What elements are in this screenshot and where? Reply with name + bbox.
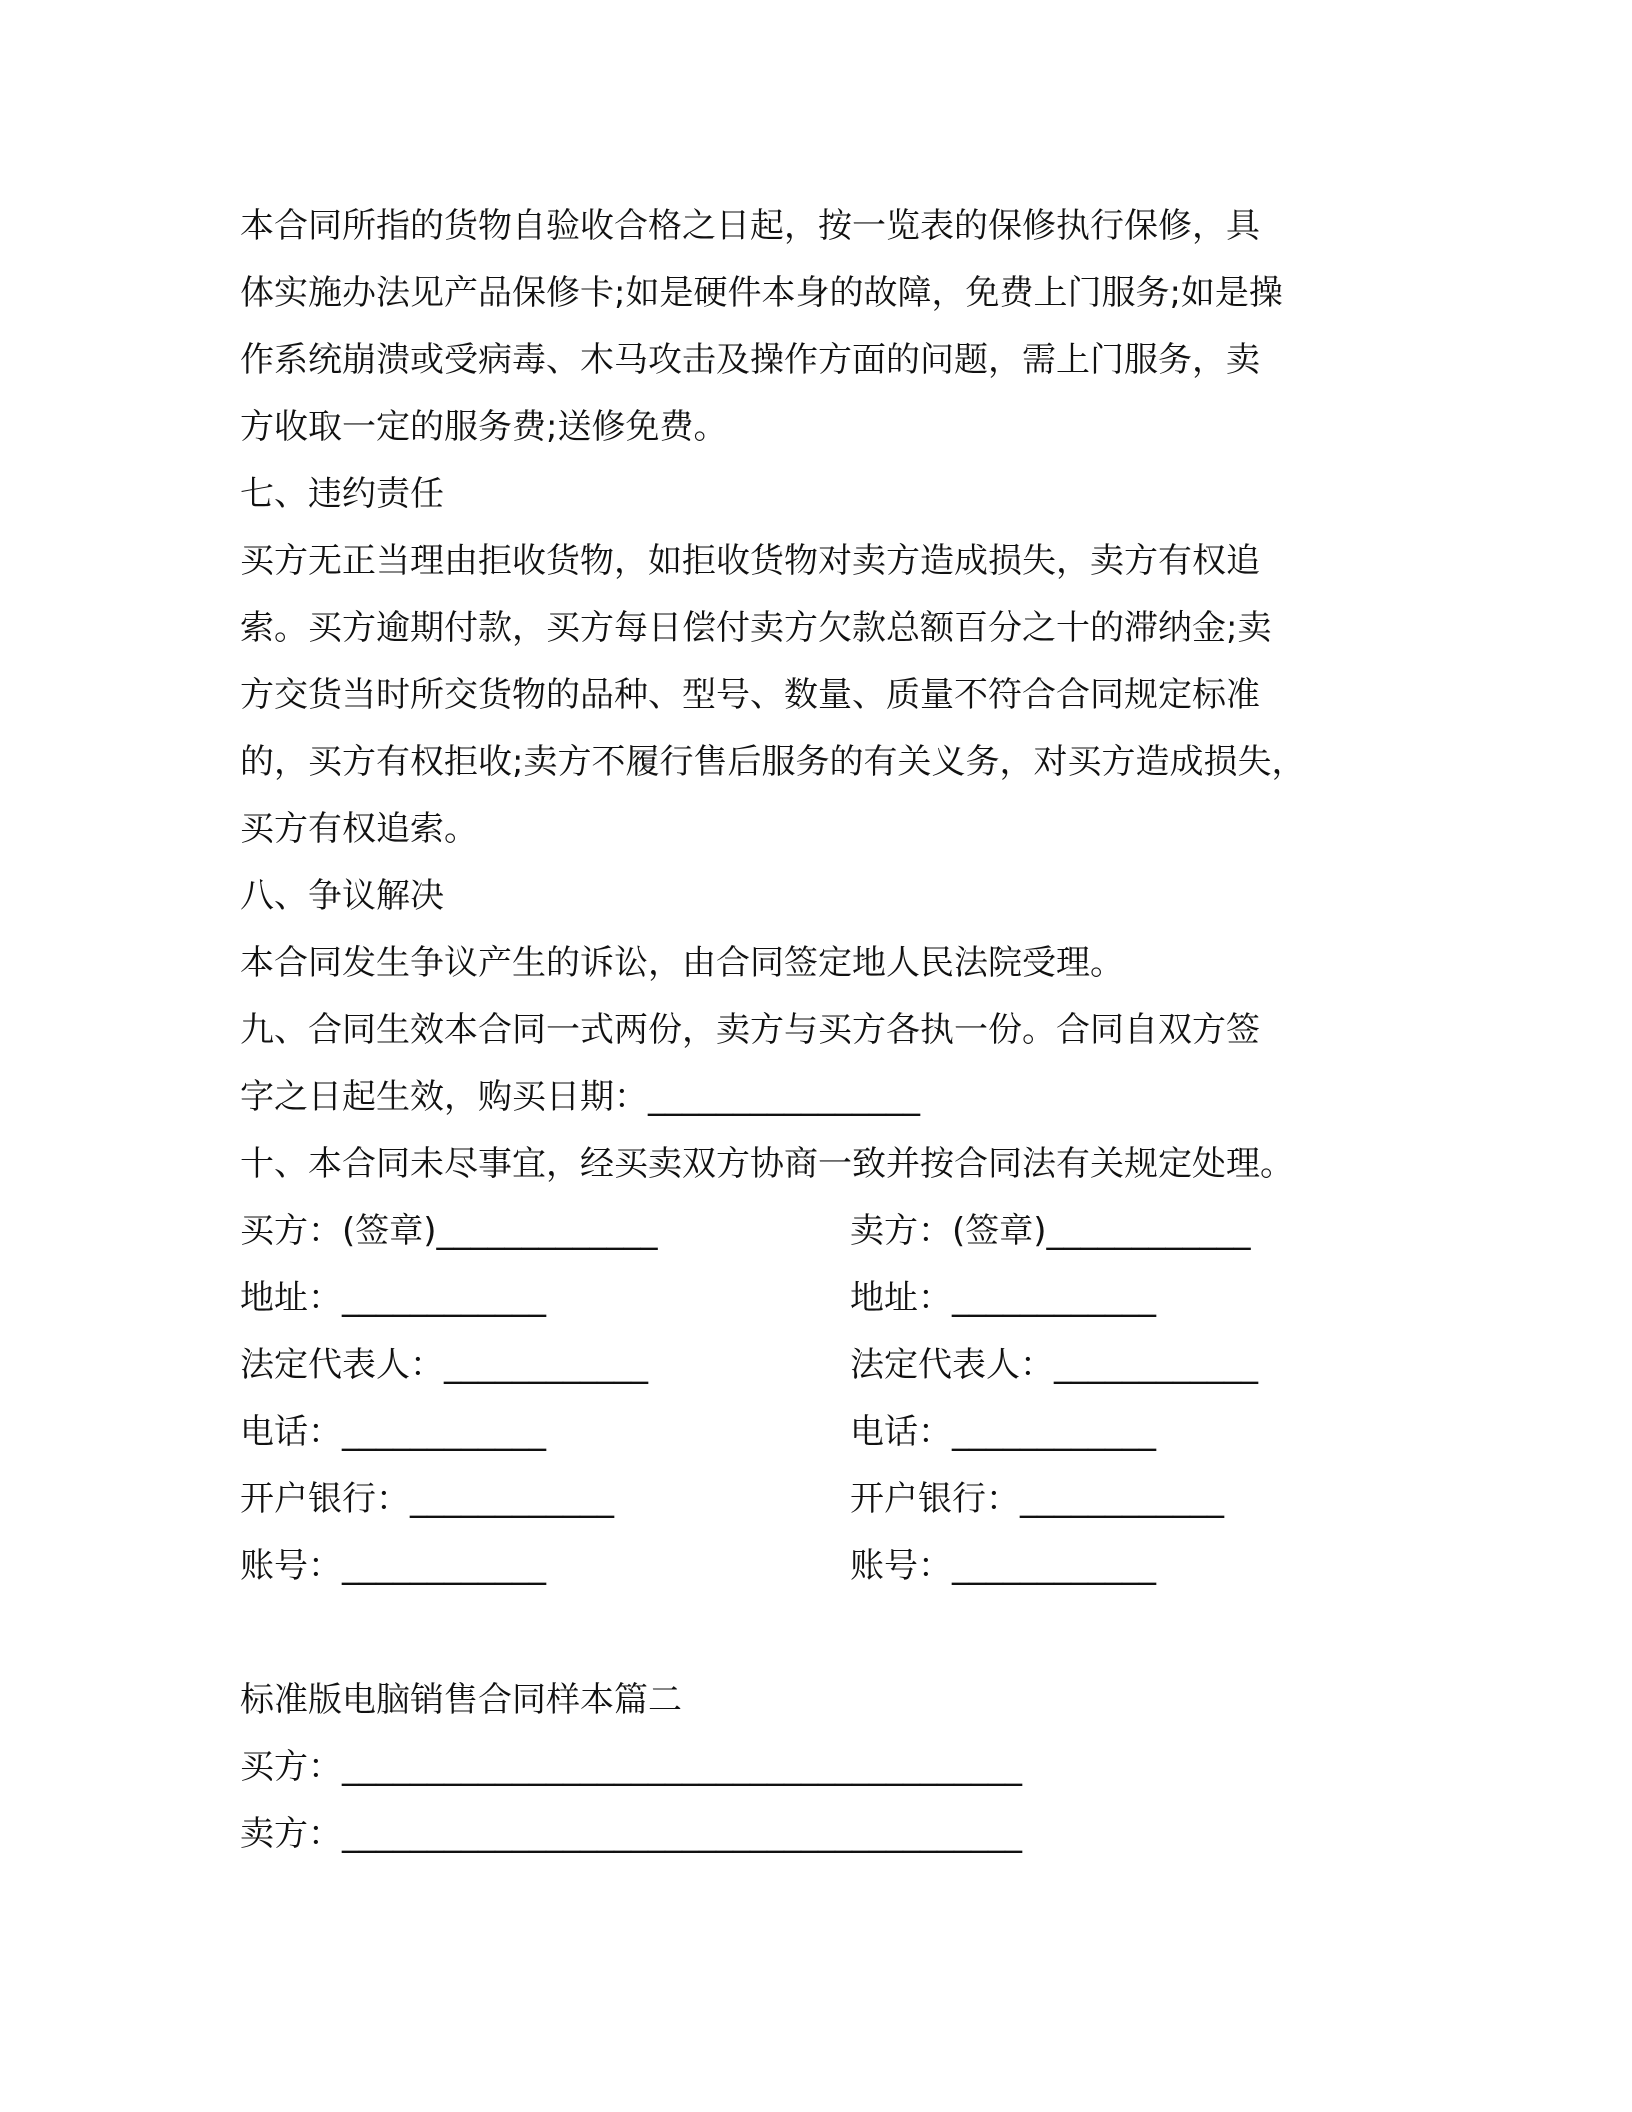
second-contract-seller: 卖方：________________________________________: [240, 1814, 1022, 1854]
liability-line-4: 的，买方有权拒收;卖方不履行售后服务的有关义务，对买方造成损失，: [240, 742, 1306, 782]
warranty-line-2: 体实施办法见产品保修卡;如是硬件本身的故障，免费上门服务;如是操: [240, 273, 1283, 313]
buyer-signature: 买方：(签章)_____________: [240, 1211, 658, 1251]
seller-address: 地址：____________: [850, 1278, 1156, 1318]
signature-row: [240, 1399, 1400, 1466]
second-contract-buyer: 买方：________________________________________: [240, 1747, 1022, 1787]
signature-row: [240, 1198, 1400, 1265]
signature-row: [240, 1332, 1400, 1399]
dispute-paragraph: 本合同发生争议产生的诉讼，由合同签定地人民法院受理。: [240, 943, 1124, 983]
liability-line-1: 买方无正当理由拒收货物，如拒收货物对卖方造成损失，卖方有权追: [240, 541, 1260, 581]
buyer-account: 账号：____________: [240, 1546, 546, 1586]
section-10-line: 十、本合同未尽事宜，经买卖双方协商一致并按合同法有关规定处理。: [240, 1144, 1294, 1184]
seller-phone: 电话：____________: [850, 1412, 1156, 1452]
section-spacer: [240, 1600, 1400, 1667]
signature-row: [240, 1265, 1400, 1332]
warranty-line-3: 作系统崩溃或受病毒、木马攻击及操作方面的问题，需上门服务，卖: [240, 340, 1260, 380]
buyer-address: 地址：____________: [240, 1278, 546, 1318]
signature-row: [240, 1466, 1400, 1533]
seller-bank: 开户银行：____________: [850, 1479, 1224, 1519]
section-7-title: 七、违约责任: [240, 474, 444, 514]
buyer-bank: 开户银行：____________: [240, 1479, 614, 1519]
seller-signature: 卖方：(签章)____________: [850, 1211, 1251, 1251]
warranty-line-4: 方收取一定的服务费;送修免费。: [240, 407, 728, 447]
warranty-line-1: 本合同所指的货物自验收合格之日起，按一览表的保修执行保修，具: [240, 206, 1260, 246]
second-contract-title: 标准版电脑销售合同样本篇二: [240, 1680, 682, 1720]
seller-legal-representative: 法定代表人：____________: [850, 1345, 1258, 1385]
liability-line-5: 买方有权追索。: [240, 809, 478, 849]
contract-body: [240, 193, 1400, 1868]
liability-line-2: 索。买方逾期付款，买方每日偿付卖方欠款总额百分之十的滞纳金;卖: [240, 608, 1272, 648]
signature-row: [240, 1533, 1400, 1600]
section-9-line-2: 字之日起生效，购买日期：________________: [240, 1077, 920, 1117]
buyer-phone: 电话：____________: [240, 1412, 546, 1452]
section-9-line-1: 九、合同生效本合同一式两份，卖方与买方各执一份。合同自双方签: [240, 1010, 1260, 1050]
seller-account: 账号：____________: [850, 1546, 1156, 1586]
buyer-legal-representative: 法定代表人：____________: [240, 1345, 648, 1385]
section-8-title: 八、争议解决: [240, 876, 444, 916]
liability-line-3: 方交货当时所交货物的品种、型号、数量、质量不符合合同规定标准: [240, 675, 1260, 715]
